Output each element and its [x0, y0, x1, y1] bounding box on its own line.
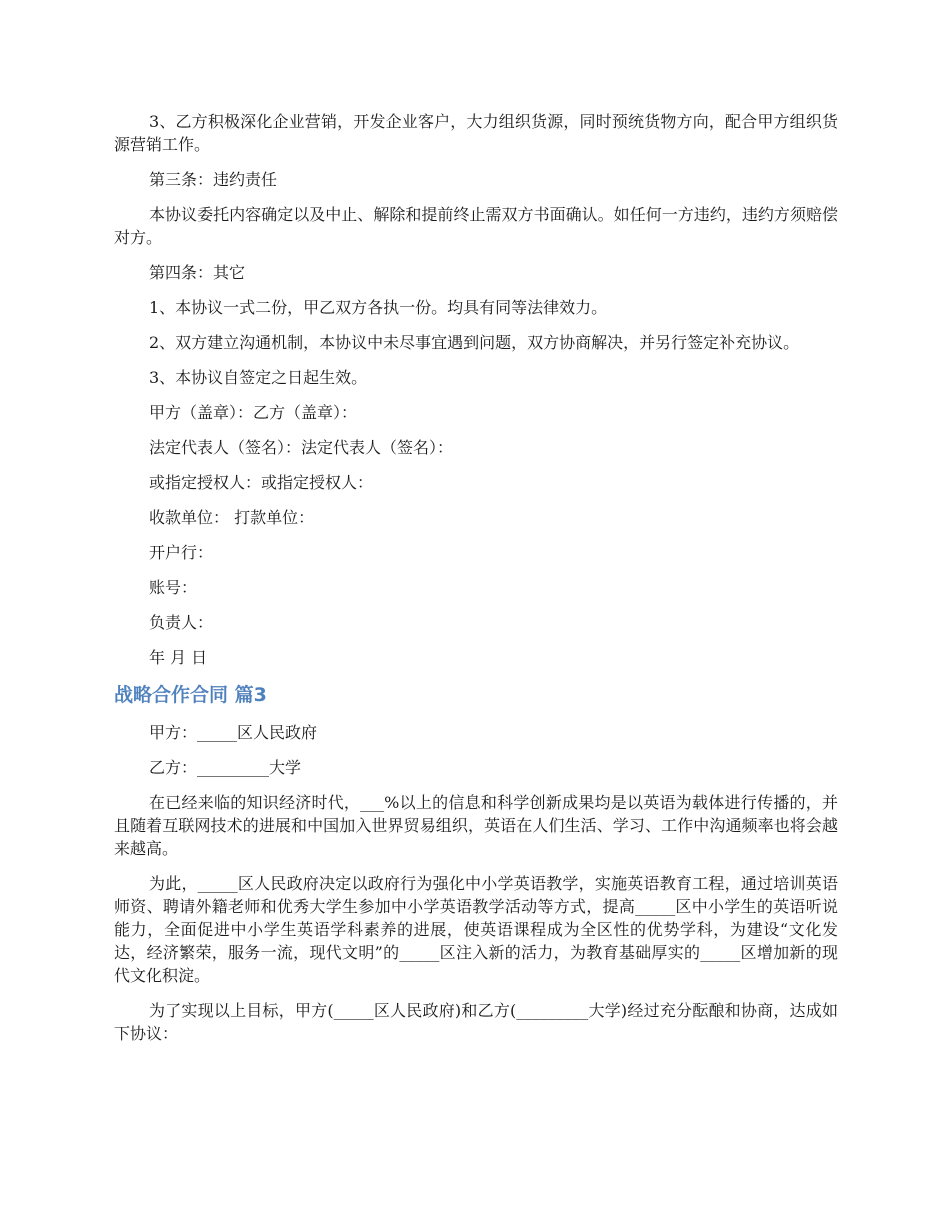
signature-line: 甲方（盖章）：乙方（盖章）： [149, 403, 358, 422]
date-line: 年 月 日 [149, 648, 208, 667]
document-page [114, 110, 838, 1057]
clause-paragraph: 3、本协议自签定之日起生效。 [149, 368, 368, 387]
signature-line: 开户行： [149, 543, 214, 562]
clause-paragraph: 2、双方建立沟通机制，本协议中未尽事宜遇到问题，双方协商解决，并另行签定补充协议。 [149, 333, 800, 352]
article-title: 第四条：其它 [149, 263, 246, 282]
signature-line: 账号： [149, 578, 198, 597]
clause-paragraph: 本协议委托内容确定以及中止、解除和提前终止需双方书面确认。如任何一方违约，违约方须赔偿对方。 [114, 205, 838, 247]
clause-paragraph: 1、本协议一式二份，甲乙双方各执一份。均具有同等法律效力。 [149, 298, 608, 317]
body-paragraph: 在已经来临的知识经济时代，___%以上的信息和科学创新成果均是以英语为载体进行传播的，并且随着互联网技术的进展和中国加入世界贸易组织，英语在人们生活、学习、工作中沟通频率也将会越来越高。 [114, 793, 838, 858]
signature-line: 收款单位： 打款单位： [149, 508, 315, 527]
signature-line: 法定代表人（签名）：法定代表人（签名）： [149, 438, 454, 457]
clause-paragraph: 3、乙方积极深化企业营销，开发企业客户，大力组织货源，同时预统货物方向，配合甲方组织货源营销工作。 [114, 112, 838, 154]
section-heading: 战略合作合同 篇3 [114, 684, 267, 706]
party-line: 甲方：_____区人民政府 [149, 723, 318, 742]
signature-line: 负责人： [149, 613, 214, 632]
party-line: 乙方：_________大学 [149, 758, 302, 777]
article-title: 第三条：违约责任 [149, 170, 278, 189]
signature-line: 或指定授权人：或指定授权人： [149, 473, 374, 492]
body-paragraph: 为了实现以上目标，甲方(_____区人民政府)和乙方(_________大学)经过充分酝酿和协商，达成如下协议： [114, 1001, 838, 1043]
body-paragraph: 为此，_____区人民政府决定以政府行为强化中小学英语教学，实施英语教育工程，通过培训英语师资、聘请外籍老师和优秀大学生参加中小学英语教学活动等方式，提高_____区中小学生的英语听说能力，全面促进中小学生英语学科素养的进展，使英语课程成为全区性的优势学科，为建设“文化发达，经济繁荣，服务一流，现代文明”的_____区注入新的活力，为教育基础厚实的_____区增加新的现代文化积淀。 [114, 874, 838, 985]
